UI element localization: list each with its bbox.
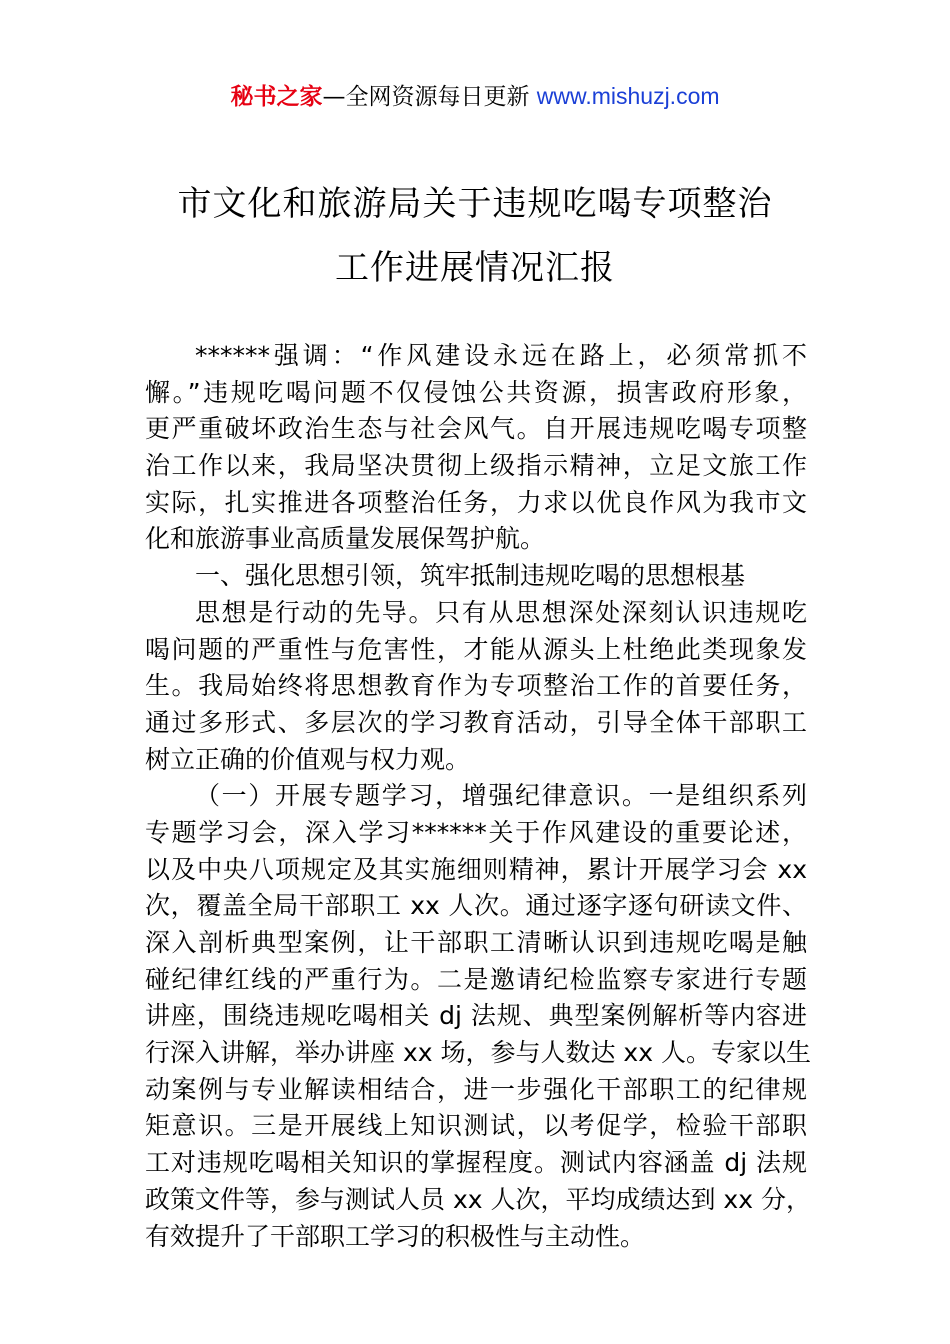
paragraph-line: 更严重破坏政治生态与社会风气。自开展违规吃喝专项整 bbox=[145, 414, 807, 444]
paragraph-line: 喝问题的严重性与危害性，才能从源头上杜绝此类现象发 bbox=[145, 634, 807, 664]
section-heading: 一、强化思想引领，筑牢抵制违规吃喝的思想根基 bbox=[195, 561, 746, 591]
paragraph-line: （一）开展专题学习，增强纪律意识。一是组织系列 bbox=[195, 781, 807, 811]
title-line-2: 工作进展情况汇报 bbox=[335, 248, 615, 288]
paragraph-line: 深入剖析典型案例，让干部职工清晰认识到违规吃喝是触 bbox=[145, 928, 807, 957]
header-tagline: —全网资源每日更新 bbox=[322, 84, 537, 110]
site-header bbox=[0, 80, 950, 113]
document-title bbox=[0, 172, 950, 300]
paragraph-line: 实际，扎实推进各项整治任务，力求以优良作风为我市文 bbox=[145, 487, 807, 517]
paragraph-line: 矩意识。三是开展线上知识测试，以考促学，检验干部职 bbox=[145, 1111, 807, 1141]
paragraph-line: 治工作以来，我局坚决贯彻上级指示精神，立足文旅工作 bbox=[145, 451, 807, 481]
brand-name: 秘书之家 bbox=[230, 84, 323, 110]
paragraph-line: 动案例与专业解读相结合，进一步强化干部职工的纪律规 bbox=[145, 1074, 807, 1104]
paragraph-line: 工对违规吃喝相关知识的掌握程度。测试内容涵盖 dj 法规 bbox=[145, 1148, 807, 1178]
paragraph-line: ******强调：“作风建设永远在路上，必须常抓不 bbox=[195, 341, 807, 370]
paragraph-line: 思想是行动的先导。只有从思想深处深刻认识违规吃 bbox=[195, 597, 807, 627]
paragraph-line: 专题学习会，深入学习******关于作风建设的重要论述， bbox=[145, 817, 807, 847]
paragraph-line: 以及中央八项规定及其实施细则精神，累计开展学习会 xx bbox=[145, 854, 807, 884]
paragraph-line: 有效提升了干部职工学习的积极性与主动性。 bbox=[145, 1221, 646, 1251]
paragraph-line: 通过多形式、多层次的学习教育活动，引导全体干部职工 bbox=[145, 707, 807, 737]
paragraph-line: 行深入讲解，举办讲座 xx 场，参与人数达 xx 人。专家以生 bbox=[145, 1038, 811, 1068]
site-url-link[interactable]: www.mishuzj.com bbox=[536, 83, 720, 109]
paragraph-line: 政策文件等，参与测试人员 xx 人次，平均成绩达到 xx 分， bbox=[145, 1184, 811, 1214]
paragraph-line: 化和旅游事业高质量发展保驾护航。 bbox=[145, 524, 546, 554]
title-line-1: 市文化和旅游局关于违规吃喝专项整治 bbox=[177, 184, 773, 224]
paragraph-line: 生。我局始终将思想教育作为专项整治工作的首要任务， bbox=[145, 671, 807, 701]
document-body bbox=[145, 338, 811, 1255]
paragraph-line: 树立正确的价值观与权力观。 bbox=[145, 744, 471, 774]
paragraph-line: 碰纪律红线的严重行为。二是邀请纪检监察专家进行专题 bbox=[145, 964, 807, 994]
paragraph-line: 讲座，围绕违规吃喝相关 dj 法规、典型案例解析等内容进 bbox=[145, 1001, 807, 1031]
paragraph-line: 懈。”违规吃喝问题不仅侵蚀公共资源，损害政府形象， bbox=[145, 377, 807, 407]
paragraph-line: 次，覆盖全局干部职工 xx 人次。通过逐字逐句研读文件、 bbox=[145, 891, 807, 921]
